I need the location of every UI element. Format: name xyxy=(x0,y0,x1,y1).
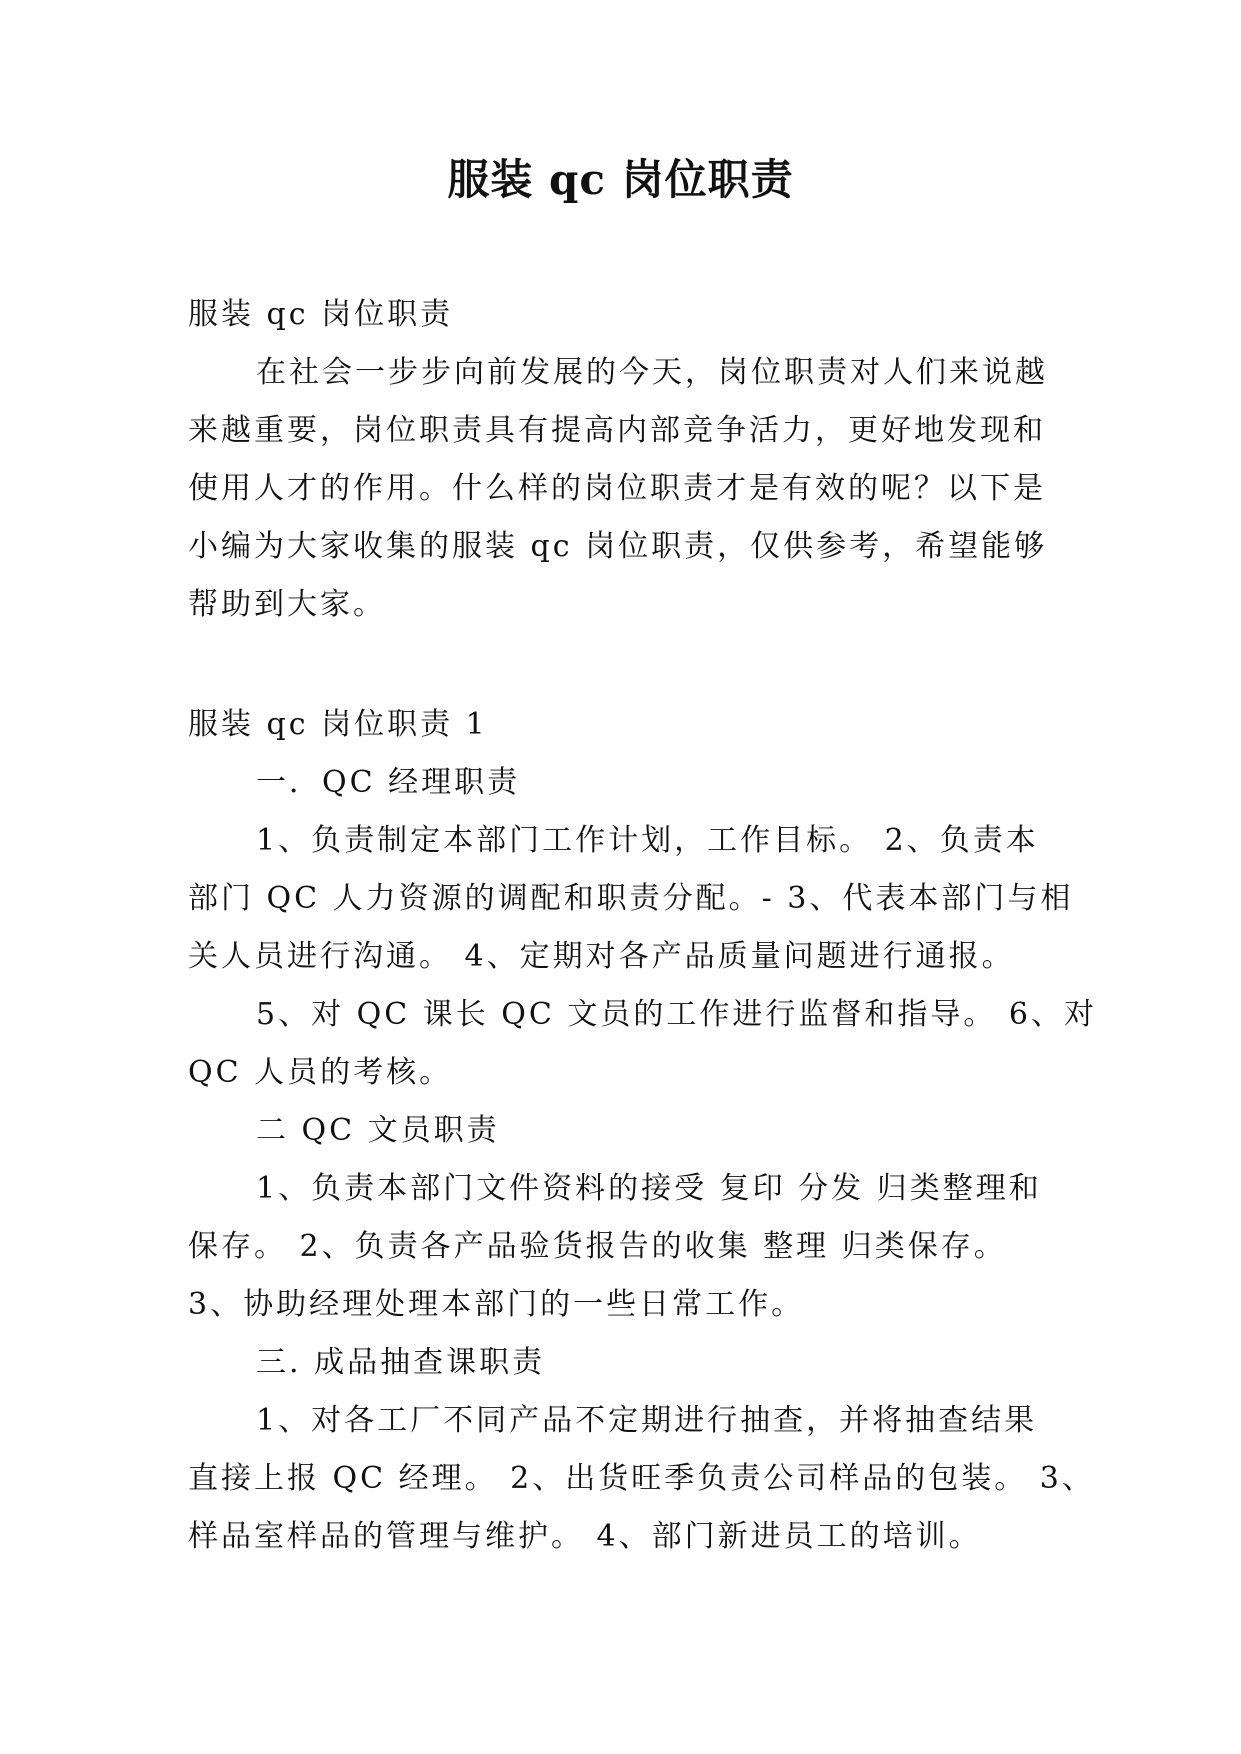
qc-clerk-duties-line: 3、协助经理处理本部门的一些日常工作。 xyxy=(188,1287,805,1322)
section-1 xyxy=(188,696,1097,1566)
inspection-duties-line: 样品室样品的管理与维护。 4、部门新进员工的培训。 xyxy=(188,1519,982,1554)
intro-paragraph-line: 帮助到大家。 xyxy=(188,587,386,622)
intro-subtitle: 服装 qc 岗位职责 xyxy=(188,297,454,332)
qc-manager-duties-line: 部门 QC 人力资源的调配和职责分配。- 3、代表本部门与相 xyxy=(188,881,1074,916)
section-1-heading: 服装 qc 岗位职责 1 xyxy=(188,707,488,742)
intro-paragraph-line: 小编为大家收集的服装 qc 岗位职责，仅供参考，希望能够 xyxy=(188,529,1048,564)
inspection-duties-line: 直接上报 QC 经理。 2、出货旺季负责公司样品的包装。 3、 xyxy=(188,1461,1095,1496)
qc-manager-heading: 一．QC 经理职责 xyxy=(256,765,521,800)
document-title: 服装 qc 岗位职责 xyxy=(447,155,794,204)
inspection-section-heading: 三. 成品抽查课职责 xyxy=(256,1345,546,1380)
qc-manager-duties-line: 关人员进行沟通。 4、定期对各产品质量问题进行通报。 xyxy=(188,939,1015,974)
intro-paragraph-line: 使用人才的作用。什么样的岗位职责才是有效的呢？以下是 xyxy=(188,471,1046,506)
qc-clerk-duties-line: 1、负责本部门文件资料的接受 复印 分发 归类整理和 xyxy=(256,1171,1042,1206)
qc-manager-duties-line: 5、对 QC 课长 QC 文员的工作进行监督和指导。 6、对 xyxy=(256,997,1097,1032)
intro-paragraph-line: 来越重要，岗位职责具有提高内部竞争活力，更好地发现和 xyxy=(188,413,1046,448)
qc-clerk-heading: 二 QC 文员职责 xyxy=(256,1113,500,1148)
qc-manager-duties-line: QC 人员的考核。 xyxy=(188,1055,453,1090)
qc-clerk-duties-line: 保存。 2、负责各产品验货报告的收集 整理 归类保存。 xyxy=(188,1229,1007,1264)
qc-manager-duties-line: 1、负责制定本部门工作计划，工作目标。 2、负责本 xyxy=(256,823,1039,858)
inspection-duties-line: 1、对各工厂不同产品不定期进行抽查，并将抽查结果 xyxy=(256,1403,1038,1438)
intro-section xyxy=(188,286,1054,634)
intro-paragraph-line: 在社会一步步向前发展的今天，岗位职责对人们来说越 xyxy=(256,355,1048,390)
